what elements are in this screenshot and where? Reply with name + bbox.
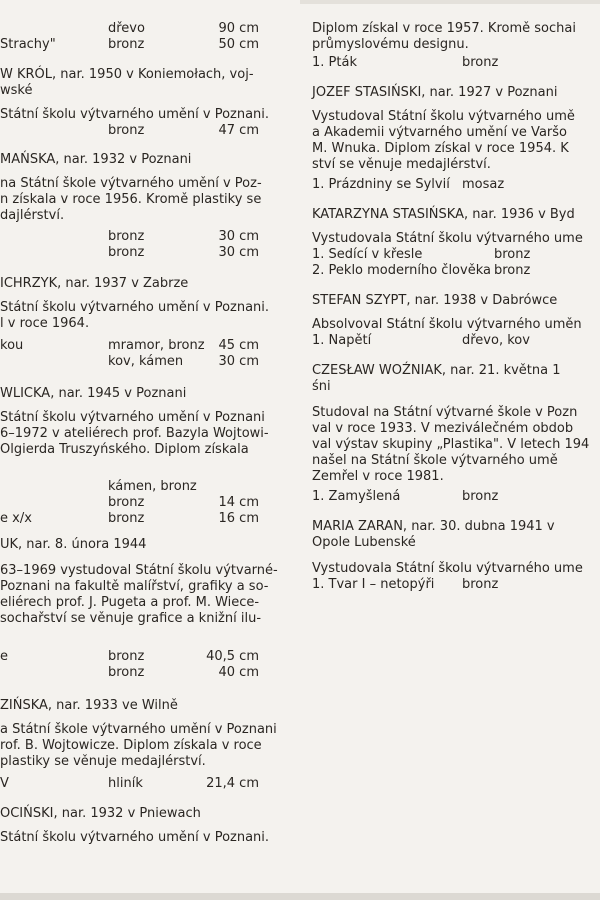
text-line: 40 cm [218, 665, 259, 680]
text-line: Diplom získal v roce 1957. Kromě sochai [312, 21, 576, 36]
text-line: bronz [108, 511, 145, 526]
text-line: Opole Lubenské [312, 535, 416, 550]
text-line: sochařství se věnuje grafice a knižní ilu- [0, 611, 262, 626]
text-line: UK, nar. 8. února 1944 [0, 537, 147, 552]
text-line: M. Wnuka. Diplom získal v roce 1954. K [312, 141, 569, 156]
text-line: Státní školu výtvarného umění v Poznani. [0, 107, 270, 122]
text-line: bronz [494, 247, 531, 262]
text-line: Olgierda Truszyńského. Diplom získala [0, 442, 249, 457]
text-line: 40,5 cm [206, 649, 259, 664]
text-line: ství se věnuje medajlérství. [312, 157, 491, 172]
text-line: bronz [108, 665, 145, 680]
text-line: kámen, bronz [108, 479, 197, 494]
text-line: Vystudovala Státní školu výtvarného ume [312, 231, 583, 246]
text-line: ICHRZYK, nar. 1937 v Zabrze [0, 276, 189, 291]
text-line: 21,4 cm [206, 776, 259, 791]
text-line: KATARZYNA STASIŃSKA, nar. 1936 v Byd [312, 207, 575, 222]
text-line: 2. Peklo moderního člověka [312, 263, 491, 278]
text-line: mosaz [462, 177, 505, 192]
text-line: 1. Napětí [312, 333, 372, 348]
text-line: rof. B. Wojtowicze. Diplom získala v roce [0, 738, 262, 753]
text-line: plastiky se věnuje medajlérství. [0, 754, 206, 769]
text-line: Studoval na Státní výtvarné škole v Pozn [312, 405, 578, 420]
text-line: CZESŁAW WOŹNIAK, nar. 21. května 1 [312, 363, 561, 378]
text-line: bronz [462, 55, 499, 70]
text-line: STEFAN SZYPT, nar. 1938 v Dabrówce [312, 293, 558, 308]
text-line: dřevo, kov [462, 333, 530, 348]
text-line: e x/x [0, 511, 32, 526]
text-line: n získala v roce 1956. Kromě plastiky se [0, 192, 262, 207]
text-line: OCIŃSKI, nar. 1932 v Pniewach [0, 806, 201, 821]
text-line: 90 cm [218, 21, 259, 36]
text-line: 1. Zamyšlená [312, 489, 401, 504]
text-line: ZIŃSKA, nar. 1933 ve Wilně [0, 698, 178, 713]
text-line: našel na Státní škole výtvarného umě [312, 453, 558, 468]
text-line: 1. Sedící v křesle [312, 247, 423, 262]
text-line: 63–1969 vystudoval Státní školu výtvarné- [0, 563, 278, 578]
text-line: a Státní škole výtvarného umění v Poznani [0, 722, 277, 737]
text-line: 30 cm [218, 229, 259, 244]
text-line: 1. Prázdniny se Sylvií [312, 177, 450, 192]
text-line: JOZEF STASIŃSKI, nar. 1927 v Poznani [312, 85, 558, 100]
text-line: Vystudoval Státní školu výtvarného umě [312, 109, 575, 124]
text-line: 50 cm [218, 37, 259, 52]
text-line: MAŃSKA, nar. 1932 v Poznani [0, 152, 192, 167]
text-line: wské [0, 83, 33, 98]
text-line: bronz [108, 245, 145, 260]
text-line: bronz [108, 649, 145, 664]
text-line: Vystudovala Státní školu výtvarného ume [312, 561, 583, 576]
text-line: a Akademii výtvarného umění ve Varšo [312, 125, 567, 140]
text-line: bronz [108, 123, 145, 138]
text-line: 1. Pták [312, 55, 357, 70]
text-line: 30 cm [218, 354, 259, 369]
text-line: 16 cm [218, 511, 259, 526]
text-line: Strachy" [0, 37, 56, 52]
text-line: WLICKA, nar. 1945 v Poznani [0, 386, 187, 401]
text-line: Státní školu výtvarného umění v Poznani [0, 410, 265, 425]
text-line: dajlérství. [0, 208, 65, 223]
text-line: 14 cm [218, 495, 259, 510]
text-line: bronz [108, 37, 145, 52]
text-line: Zemřel v roce 1981. [312, 469, 444, 484]
text-line: mramor, bronz [108, 338, 205, 353]
text-line: bronz [108, 229, 145, 244]
text-line: śni [312, 379, 331, 394]
text-line: W KRÓL, nar. 1950 v Koniemołach, voj- [0, 67, 254, 82]
text-line: hliník [108, 776, 143, 791]
page-edge-shadow [300, 0, 600, 4]
text-line: Absolvoval Státní školu výtvarného uměn [312, 317, 582, 332]
text-line: bronz [494, 263, 531, 278]
text-line: Státní školu výtvarného umění v Poznani. [0, 300, 270, 315]
text-line: 45 cm [218, 338, 259, 353]
text-line: bronz [462, 577, 499, 592]
text-line: bronz [462, 489, 499, 504]
text-line: l v roce 1964. [0, 316, 90, 331]
text-line: na Státní škole výtvarného umění v Poz- [0, 176, 262, 191]
page-bottom-edge [0, 893, 600, 900]
text-line: 6–1972 v ateliérech prof. Bazyla Wojtowi- [0, 426, 269, 441]
text-line: Státní školu výtvarného umění v Poznani. [0, 830, 270, 845]
text-line: 47 cm [218, 123, 259, 138]
text-line: val v roce 1933. V meziválečném obdob [312, 421, 574, 436]
text-line: eliérech prof. J. Pugeta a prof. M. Wiece- [0, 595, 260, 610]
text-line: MARIA ZARAN, nar. 30. dubna 1941 v [312, 519, 555, 534]
text-line: val výstav skupiny „Plastika". V letech 194 [312, 437, 590, 452]
text-line: 1. Tvar I – netopýři [312, 577, 435, 592]
text-line: e [0, 649, 8, 664]
text-line: průmyslovému designu. [312, 37, 469, 52]
text-line: dřevo [108, 21, 145, 36]
text-line: kou [0, 338, 24, 353]
text-line: V [0, 776, 9, 791]
text-line: 30 cm [218, 245, 259, 260]
text-line: Poznani na fakultě malířství, grafiky a so- [0, 579, 269, 594]
text-line: kov, kámen [108, 354, 184, 369]
text-line: bronz [108, 495, 145, 510]
